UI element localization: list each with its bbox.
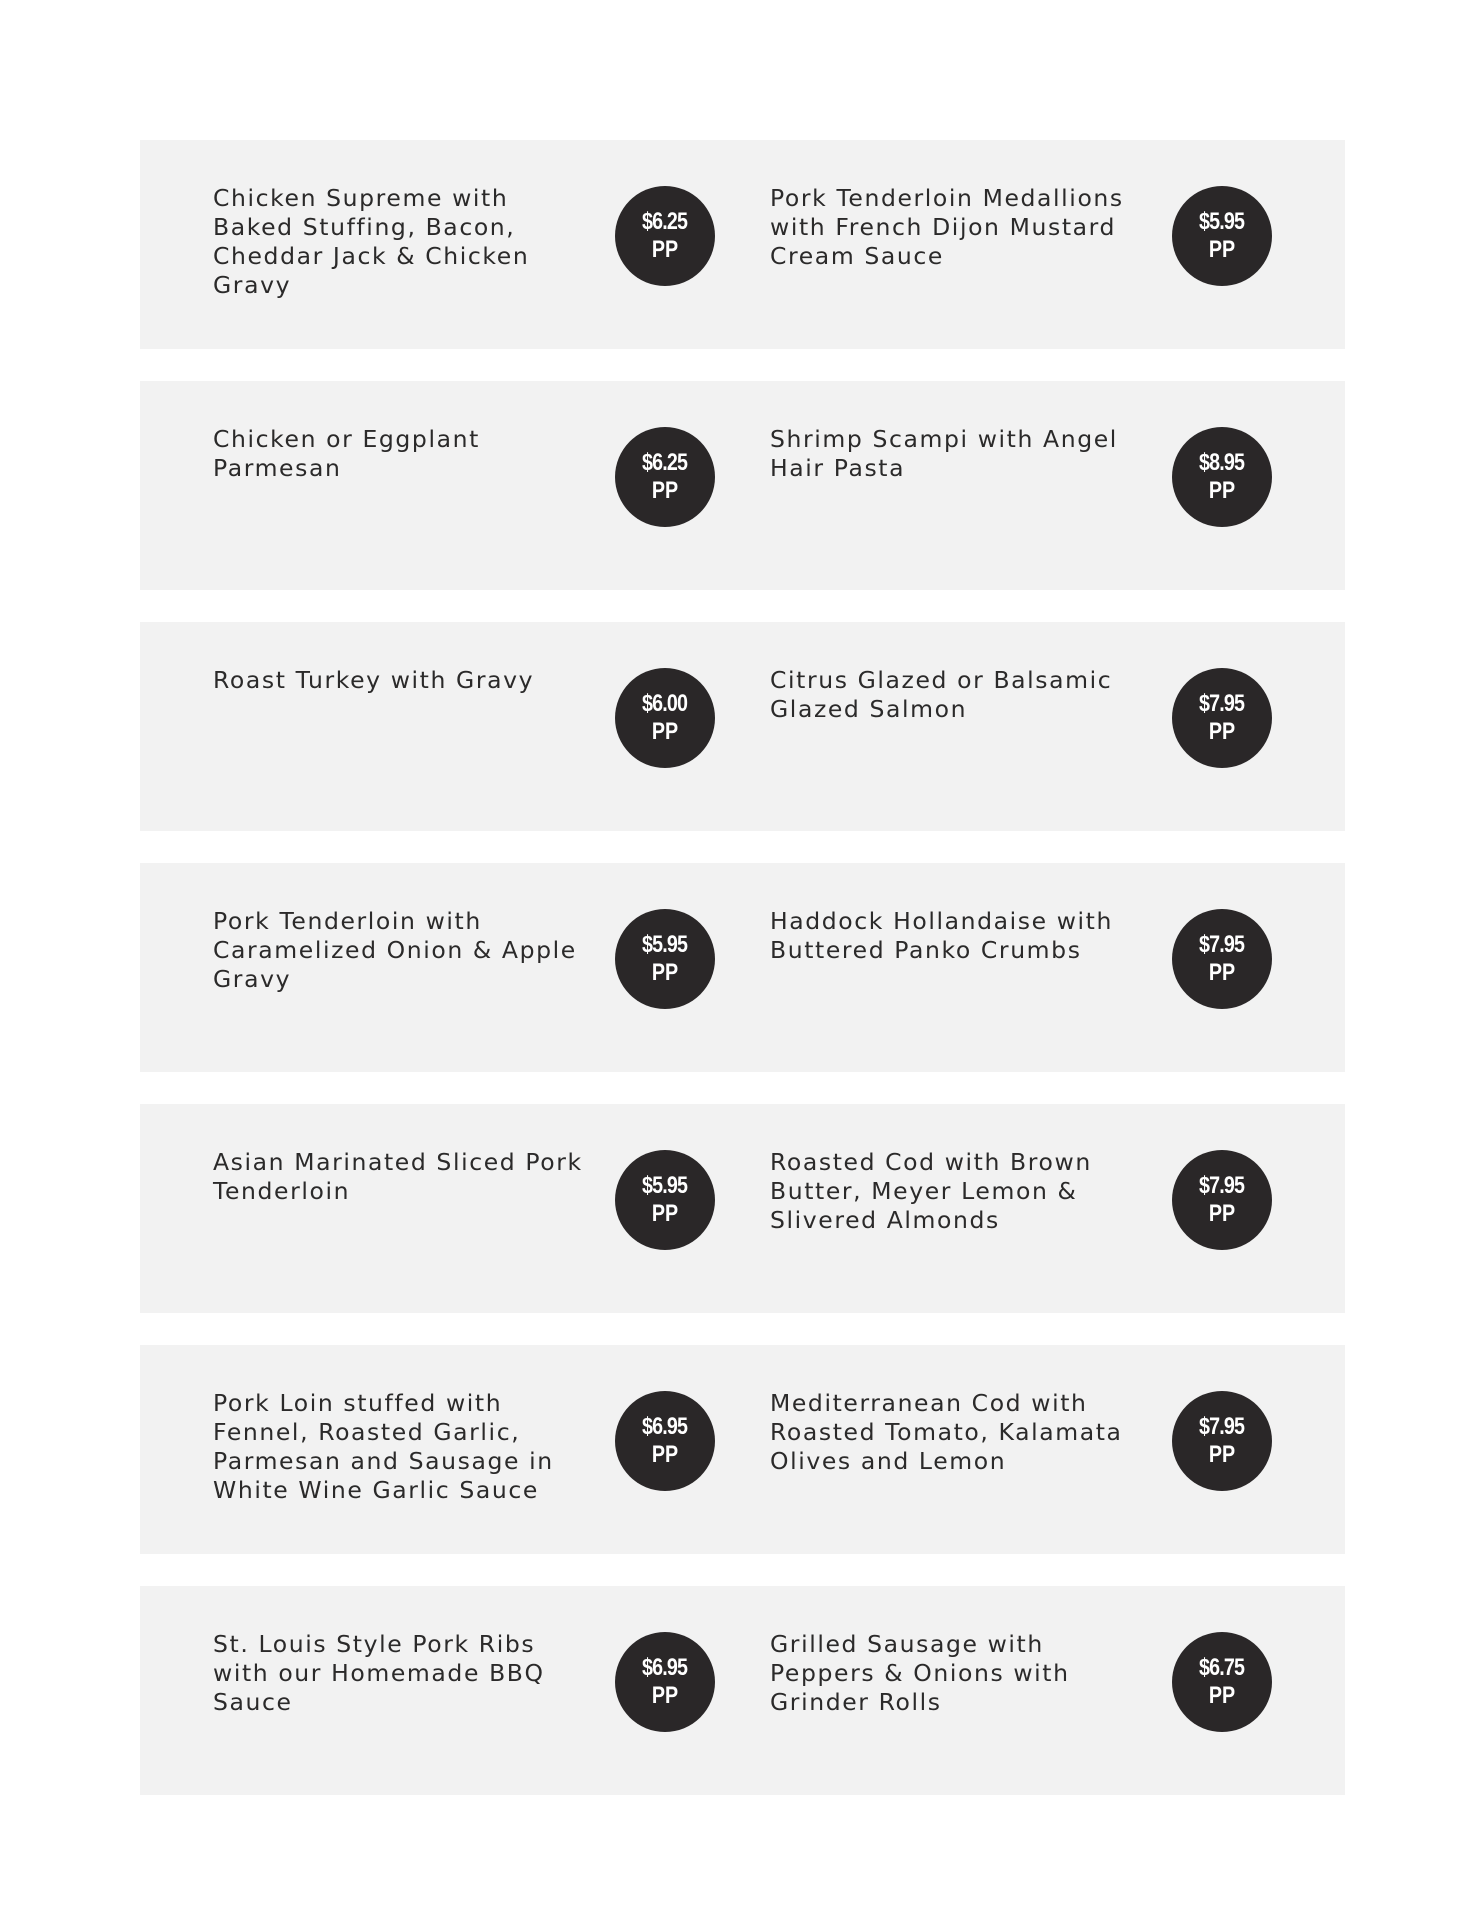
menu-row (140, 140, 1345, 349)
item-name: Chicken or Eggplant Parmesan (213, 425, 480, 482)
menu-row (140, 1104, 1345, 1313)
price-unit: PP (1208, 718, 1236, 745)
menu-item (697, 140, 1299, 349)
menu-item (140, 140, 742, 349)
price-amount: $6.75 (1199, 1654, 1245, 1681)
price-amount: $6.00 (642, 690, 688, 717)
price-amount: $6.95 (642, 1413, 688, 1440)
price-unit: PP (1208, 236, 1236, 263)
price-unit: PP (1208, 1441, 1236, 1468)
price-unit: PP (651, 236, 679, 263)
menu-list (140, 140, 1345, 1827)
item-name: St. Louis Style Pork Ribs with our Homemade BBQ Sauce (213, 1630, 545, 1716)
price-unit: PP (1208, 1682, 1236, 1709)
menu-item (697, 1586, 1299, 1795)
menu-item (697, 1104, 1299, 1313)
item-name: Grilled Sausage with Peppers & Onions with Grinder Rolls (770, 1630, 1070, 1716)
price-amount: $8.95 (1199, 449, 1245, 476)
price-badge (1172, 1391, 1272, 1491)
menu-item (140, 1345, 742, 1554)
item-name: Mediterranean Cod with Roasted Tomato, Kalamata Olives and Lemon (770, 1389, 1123, 1475)
price-unit: PP (651, 959, 679, 986)
price-unit: PP (1208, 959, 1236, 986)
item-name: Roasted Cod with Brown Butter, Meyer Lemon & Slivered Almonds (770, 1148, 1092, 1234)
menu-item (140, 381, 742, 590)
price-amount: $5.95 (642, 1172, 688, 1199)
price-amount: $7.95 (1199, 690, 1245, 717)
item-name: Pork Tenderloin Medallions with French Dijon Mustard Cream Sauce (770, 184, 1124, 270)
price-amount: $7.95 (1199, 1172, 1245, 1199)
menu-item (697, 1345, 1299, 1554)
price-amount: $7.95 (1199, 1413, 1245, 1440)
menu-item (140, 863, 742, 1072)
price-badge (1172, 1150, 1272, 1250)
menu-row (140, 1345, 1345, 1554)
price-badge (1172, 186, 1272, 286)
price-amount: $6.95 (642, 1654, 688, 1681)
price-amount: $7.95 (1199, 931, 1245, 958)
menu-item (140, 1104, 742, 1313)
price-unit: PP (1208, 1200, 1236, 1227)
price-badge (1172, 1632, 1272, 1732)
price-amount: $6.25 (642, 208, 688, 235)
item-name: Haddock Hollandaise with Buttered Panko Crumbs (770, 907, 1113, 964)
item-name: Pork Loin stuffed with Fennel, Roasted Garlic, Parmesan and Sausage in White Wine Garlic Sauce (213, 1389, 554, 1504)
price-unit: PP (651, 1200, 679, 1227)
price-amount: $6.25 (642, 449, 688, 476)
menu-row (140, 863, 1345, 1072)
item-name: Asian Marinated Sliced Pork Tenderloin (213, 1148, 583, 1205)
menu-row (140, 1586, 1345, 1795)
item-name: Shrimp Scampi with Angel Hair Pasta (770, 425, 1118, 482)
price-badge (1172, 909, 1272, 1009)
price-unit: PP (1208, 477, 1236, 504)
item-name: Roast Turkey with Gravy (213, 666, 535, 694)
price-badge (1172, 668, 1272, 768)
price-badge (1172, 427, 1272, 527)
item-name: Pork Tenderloin with Caramelized Onion & Apple Gravy (213, 907, 577, 993)
menu-item (697, 863, 1299, 1072)
price-unit: PP (651, 718, 679, 745)
menu-item (697, 622, 1299, 831)
item-name: Citrus Glazed or Balsamic Glazed Salmon (770, 666, 1113, 723)
menu-item (140, 622, 742, 831)
price-amount: $5.95 (1199, 208, 1245, 235)
menu-row (140, 381, 1345, 590)
menu-row (140, 622, 1345, 831)
menu-item (697, 381, 1299, 590)
price-unit: PP (651, 477, 679, 504)
price-amount: $5.95 (642, 931, 688, 958)
item-name: Chicken Supreme with Baked Stuffing, Bacon, Cheddar Jack & Chicken Gravy (213, 184, 530, 299)
price-unit: PP (651, 1441, 679, 1468)
menu-item (140, 1586, 742, 1795)
price-unit: PP (651, 1682, 679, 1709)
